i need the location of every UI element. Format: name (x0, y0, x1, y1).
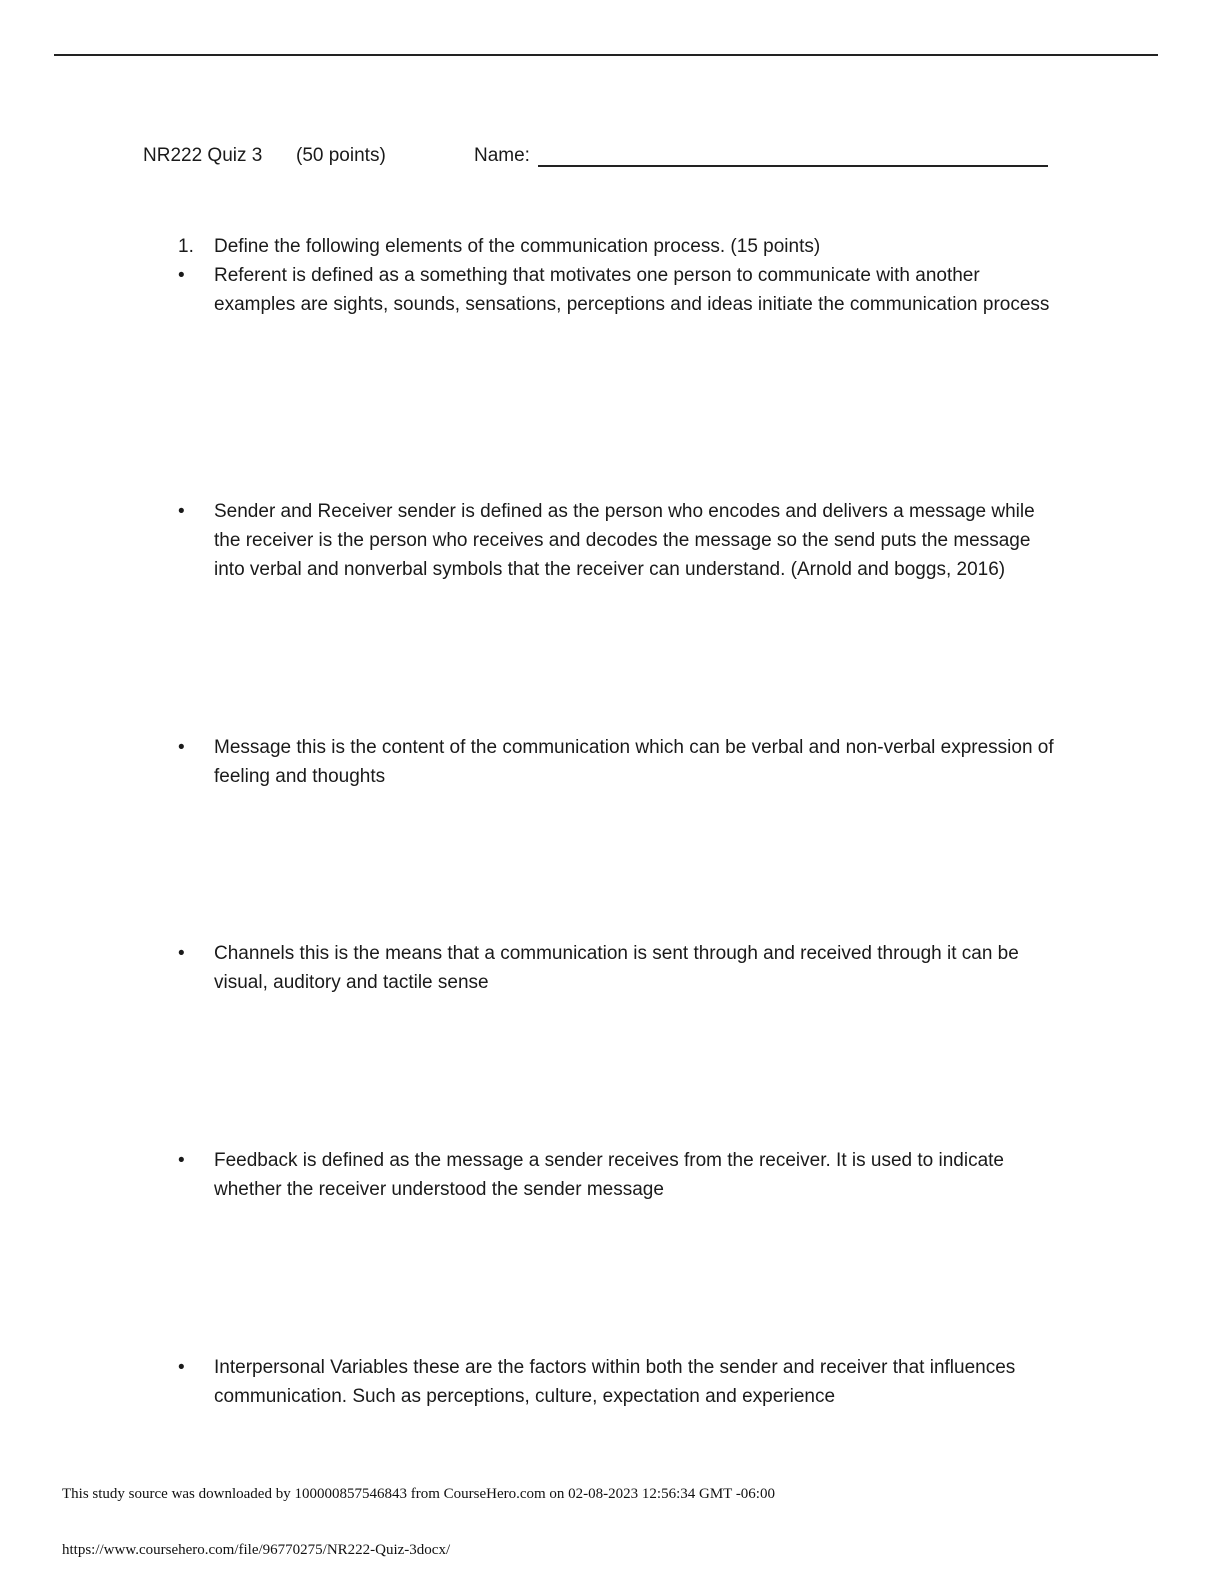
top-rule (54, 54, 1158, 56)
bullet-icon: • (178, 501, 185, 522)
question-number: 1. (178, 236, 194, 257)
answer-item-referent (178, 261, 1058, 319)
footer-url[interactable]: https://www.coursehero.com/file/96770275/NR222-Quiz-3docx/ (62, 1542, 451, 1558)
bullet-icon: • (178, 265, 185, 286)
name-label: Name: (474, 145, 530, 166)
footer-source-line: This study source was downloaded by 100000857546843 from CourseHero.com on 02-08-2023 12:56:34 GMT -06:00 (62, 1486, 775, 1502)
answer-text: Referent is defined as a something that motivates one person to communicate with another examples are sights, sounds, sensations, perceptions and ideas initiate the communication process (214, 265, 1050, 315)
answer-item-interpersonal-variables (178, 1353, 1058, 1411)
question-text: Define the following elements of the communication process. (15 points) (214, 236, 821, 257)
quiz-title: NR222 Quiz 3 (143, 145, 263, 166)
name-blank-line (538, 165, 1048, 167)
bullet-icon: • (178, 737, 185, 758)
answer-text: Feedback is defined as the message a sender receives from the receiver. It is used to indicate whether the receiver understood the sender message (214, 1150, 1004, 1200)
answer-item-channels (178, 939, 1058, 997)
bullet-icon: • (178, 1357, 185, 1378)
answer-text: Message this is the content of the communication which can be verbal and non-verbal expression of feeling and thoughts (214, 737, 1054, 787)
answer-text: Channels this is the means that a communication is sent through and received through it can be visual, auditory and tactile sense (214, 943, 1019, 993)
answer-item-feedback (178, 1146, 1058, 1204)
answer-item-sender-receiver (178, 497, 1058, 584)
answer-text: Sender and Receiver sender is defined as the person who encodes and delivers a message while the receiver is the person who receives and decodes the message so the send puts the message into verbal and nonverbal symbols that the receiver can understand. (Arnold and boggs, 2016) (214, 501, 1035, 580)
answer-item-message (178, 733, 1058, 791)
bullet-icon: • (178, 943, 185, 964)
bullet-icon: • (178, 1150, 185, 1171)
quiz-points: (50 points) (296, 145, 386, 166)
answer-text: Interpersonal Variables these are the factors within both the sender and receiver that influences communication. Such as perceptions, culture, expectation and experience (214, 1357, 1016, 1407)
